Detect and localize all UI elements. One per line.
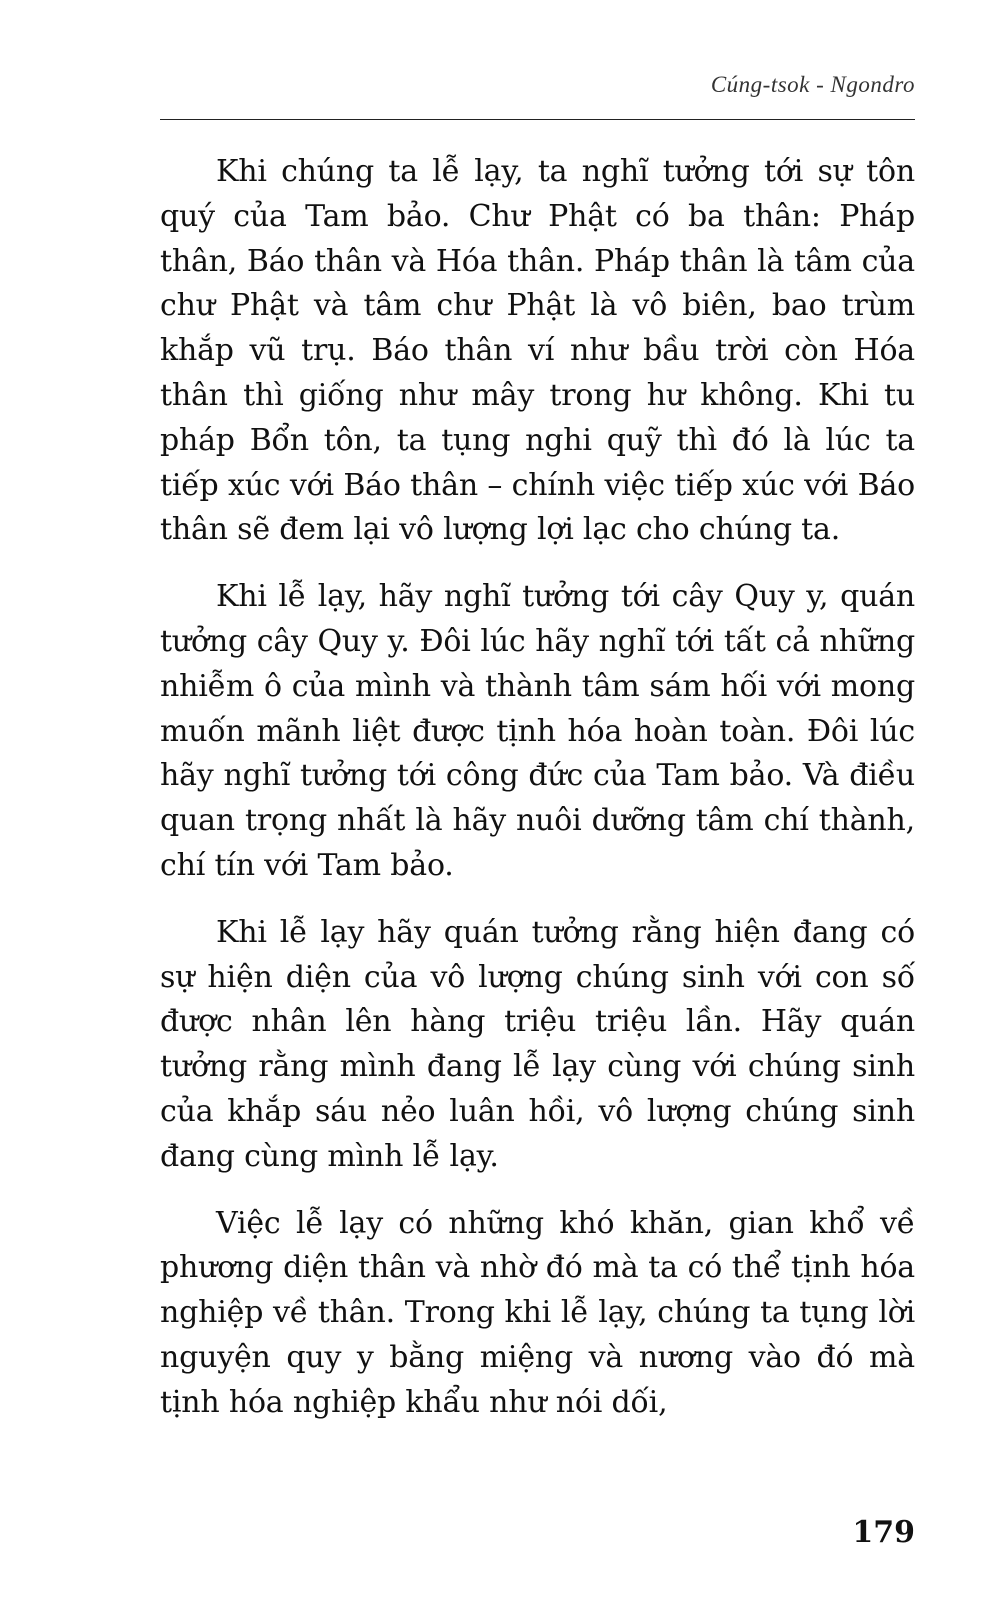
header-rule — [160, 119, 915, 120]
paragraph-1: Khi chúng ta lễ lạy, ta nghĩ tưởng tới sự tôn quý của Tam bảo. Chư Phật có ba thân: Pháp thân, Báo thân và Hóa thân. Pháp thân là tâm của chư Phật và tâm chư Phật là vô biên, bao trùm khắp vũ trụ. Báo thân ví như bầu trời còn Hóa thân thì giống như mây trong hư không. Khi tu pháp Bổn tôn, ta tụng nghi quỹ thì đó là lúc ta tiếp xúc với Báo thân – chính việc tiếp xúc với Báo thân sẽ đem lại vô lượng lợi lạc cho chúng ta. — [160, 154, 915, 548]
paragraph-3: Khi lễ lạy hãy quán tưởng rằng hiện đang có sự hiện diện của vô lượng chúng sinh với con số được nhân lên hàng triệu triệu lần. Hãy quán tưởng rằng mình đang lễ lạy cùng với chúng sinh của khắp sáu nẻo luân hồi, vô lượng chúng sinh đang cùng mình lễ lạy. — [160, 914, 915, 1174]
paragraph-4: Việc lễ lạy có những khó khăn, gian khổ về phương diện thân và nhờ đó mà ta có thể tịnh hóa nghiệp về thân. Trong khi lễ lạy, chúng ta tụng lời nguyện quy y bằng miệng và nương vào đó mà tịnh hóa nghiệp khẩu như nói dối, — [160, 1205, 915, 1420]
body-text — [160, 150, 915, 1448]
running-header: Cúng-tsok - Ngondro — [710, 72, 915, 97]
paragraph-2: Khi lễ lạy, hãy nghĩ tưởng tới cây Quy y, quán tưởng cây Quy y. Đôi lúc hãy nghĩ tới tất cả những nhiễm ô của mình và thành tâm sám hối với mong muốn mãnh liệt được tịnh hóa hoàn toàn. Đôi lúc hãy nghĩ tưởng tới công đức của Tam bảo. Và điều quan trọng nhất là hãy nuôi dưỡng tâm chí thành, chí tín với Tam bảo. — [160, 579, 915, 883]
page-number: 179 — [852, 1515, 915, 1550]
